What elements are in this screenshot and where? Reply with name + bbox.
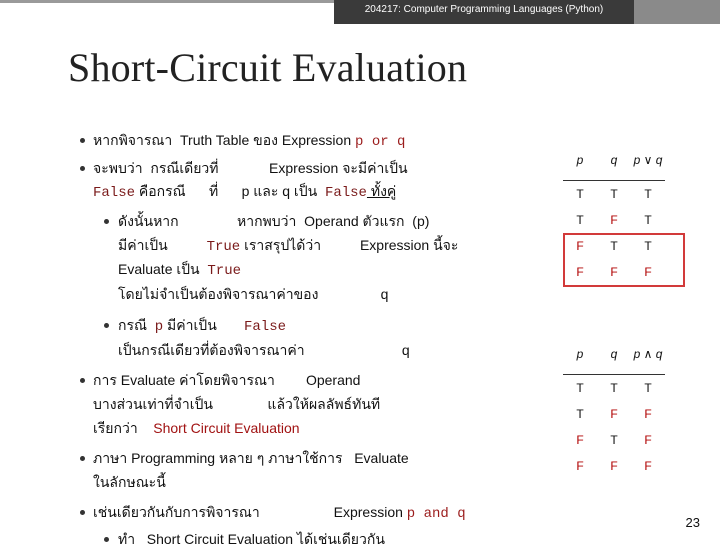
table-header-row (563, 334, 665, 375)
table-cell: T (644, 187, 652, 201)
bullet-dot (80, 166, 85, 171)
code-text: p and q (406, 506, 466, 522)
table-cell: T (610, 433, 618, 447)
table-cell: F (644, 265, 652, 279)
table-header-row (563, 140, 665, 181)
bullet-text: บางส่วนเท่าที่จำเป็น แล้วให้ผลลัพธ์ทันที (93, 396, 381, 412)
code-text: p (154, 319, 164, 335)
sub-bullet-3-line-1 (118, 529, 385, 549)
bullet-text: คือกรณี ที่ p และ q เป็น (135, 183, 325, 199)
bullet-text: หากพิจารณา Truth Table ของ Expression (93, 132, 356, 148)
bullet-1 (93, 130, 405, 152)
bullet-text: เช่นเดียวกันกับการพิจารณา Expression (93, 504, 407, 520)
highlight-text: Short Circuit Evaluation (153, 420, 300, 436)
table-cell: T (576, 213, 584, 227)
table-row (563, 427, 665, 453)
table-header-cell: p ∧ q (631, 334, 665, 375)
table-cell: T (610, 381, 618, 395)
table-cell: T (576, 381, 584, 395)
sub-bullet-dot (104, 219, 109, 224)
table-row (563, 375, 665, 402)
bullet-text: ในลักษณะนี้ (93, 474, 166, 490)
table-cell: T (644, 381, 652, 395)
bullet-3-line-2 (93, 394, 380, 414)
code-text: True (206, 239, 241, 255)
highlight-box (563, 233, 685, 287)
bullet-text: ทำ Short Circuit Evaluation ได้เช่นเดียวกัน (118, 531, 385, 547)
header-accent-line (0, 0, 334, 3)
code-text: False (244, 319, 287, 335)
table-cell: F (610, 213, 618, 227)
table-cell: F (610, 265, 618, 279)
bullet-3-line-3 (93, 418, 300, 438)
table-cell: F (644, 459, 652, 473)
table-cell: F (576, 265, 584, 279)
table-cell: T (644, 239, 652, 253)
table-cell: F (644, 433, 652, 447)
bullet-text: จะพบว่า กรณีเดียวที่ Expression จะมีค่าเป็น (93, 160, 408, 176)
table-cell: T (610, 239, 618, 253)
table-cell: T (576, 407, 584, 421)
table-cell: T (576, 187, 584, 201)
bullet-text: ดังนั้นหาก หากพบว่า Operand ตัวแรก (p) (118, 213, 430, 229)
table-cell: F (610, 459, 618, 473)
code-text: False (93, 185, 136, 201)
table-cell: F (576, 459, 584, 473)
sub-bullet-1-line-4 (118, 284, 388, 304)
bullet-text: โดยไม่จำเป็นต้องพิจารณาค่าของ q (118, 286, 389, 302)
bullet-text: มีค่าเป็น (163, 317, 244, 333)
header-bar (0, 0, 720, 26)
bullet-text: เรียกว่า (93, 420, 154, 436)
table-row (563, 181, 665, 208)
slide-title: Short-Circuit Evaluation (68, 45, 468, 90)
bullet-text: ภาษา Programming หลาย ๆ ภาษาใช้การ Evaluate (93, 450, 409, 466)
course-title: 204217: Computer Programming Languages (Python) (364, 4, 604, 15)
code-text: False (324, 185, 367, 201)
code-text: p or q (355, 134, 406, 150)
bullet-2-line-2 (93, 181, 396, 203)
table-cell: F (644, 407, 652, 421)
table-row (563, 207, 665, 233)
table-cell: T (610, 187, 618, 201)
table-cell: F (576, 239, 584, 253)
header-accent-block (634, 0, 720, 24)
bullet-3-line-1 (93, 370, 360, 390)
bullet-text: Evaluate เป็น (118, 261, 208, 277)
bullet-text: เราสรุปได้ว่า Expression นี้จะ (240, 237, 459, 253)
and-truth-table (563, 334, 665, 479)
table-cell: T (644, 213, 652, 227)
table-cell: F (610, 407, 618, 421)
page-number: 23 (685, 515, 700, 530)
bullet-dot (80, 378, 85, 383)
table-header-cell: p (563, 334, 597, 375)
table-header-cell: p ∨ q (631, 140, 665, 181)
bullet-4-line-2 (93, 472, 166, 492)
table-header-cell: q (597, 140, 631, 181)
sub-bullet-2-line-1 (118, 315, 286, 337)
table-cell: F (576, 433, 584, 447)
sub-bullet-2-line-2 (118, 340, 410, 360)
table-header-cell: q (597, 334, 631, 375)
bullet-text: กรณี (118, 317, 155, 333)
bullet-dot (80, 510, 85, 515)
table-header-cell: p (563, 140, 597, 181)
sub-bullet-1-line-2 (118, 235, 458, 257)
bullet-5-line-1 (93, 502, 466, 524)
bullet-text: มีค่าเป็น (118, 237, 207, 253)
bullet-text: การ Evaluate ค่าโดยพิจารณา Operand (93, 372, 361, 388)
sub-bullet-1-line-1 (118, 211, 429, 231)
bullet-2-line-1 (93, 158, 408, 178)
bullet-4-line-1 (93, 448, 409, 468)
sub-bullet-1-line-3 (118, 259, 241, 281)
code-text: True (207, 263, 242, 279)
bullet-dot (80, 456, 85, 461)
bullet-dot (80, 138, 85, 143)
table-row (563, 453, 665, 479)
sub-bullet-dot (104, 323, 109, 328)
bullet-text: เป็นกรณีเดียวที่ต้องพิจารณาค่า q (118, 342, 410, 358)
bullet-text: ทั้งคู่ (366, 183, 397, 199)
table-row (563, 401, 665, 427)
